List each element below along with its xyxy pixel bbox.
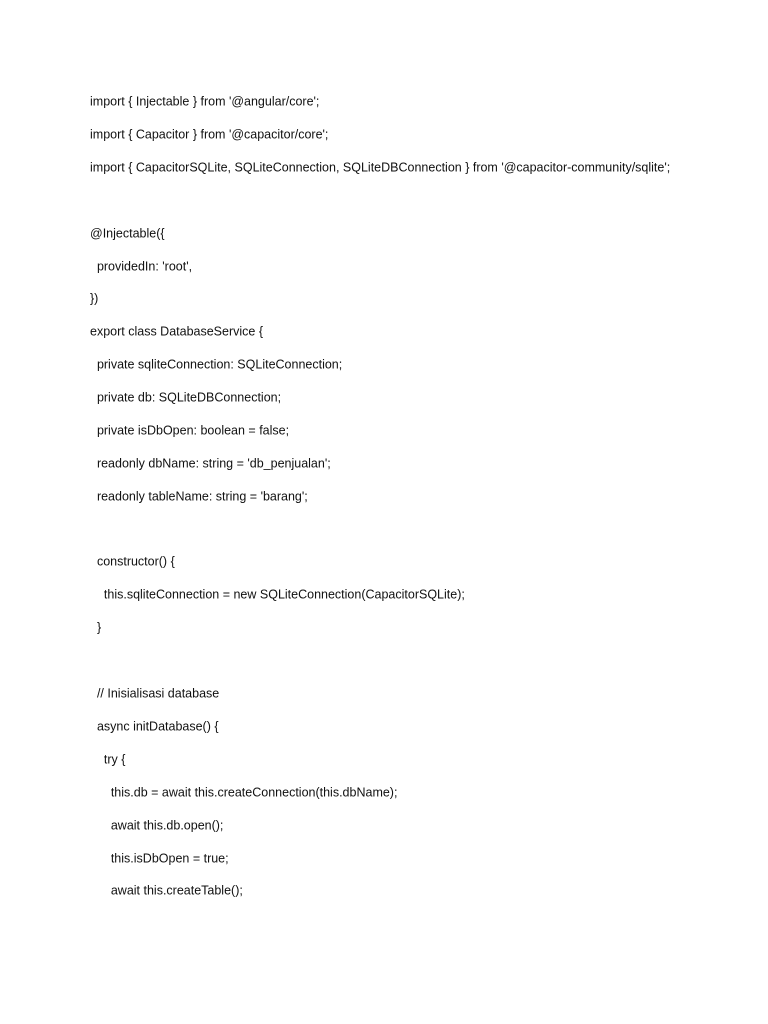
code-line: await this.db.open(); [90,818,224,833]
code-line: this.isDbOpen = true; [90,851,229,866]
code-line: readonly dbName: string = 'db_penjualan'; [90,456,331,471]
code-line: import { Injectable } from '@angular/core'; [90,94,320,109]
code-line: export class DatabaseService { [90,324,264,339]
code-line: await this.createTable(); [90,883,243,898]
code-line: async initDatabase() { [90,719,219,734]
code-line: import { Capacitor } from '@capacitor/core'; [90,127,329,142]
code-line: providedIn: 'root', [90,259,193,274]
code-line: this.db = await this.createConnection(this.dbName); [90,785,398,800]
code-line: constructor() { [90,554,175,569]
code-line: } [90,620,102,635]
code-comment: // Inisialisasi database [90,686,220,701]
code-line: @Injectable({ [90,226,165,241]
code-line: private db: SQLiteDBConnection; [90,390,282,405]
code-line: try { [90,752,126,767]
code-line: private sqliteConnection: SQLiteConnection; [90,357,343,372]
code-line: readonly tableName: string = 'barang'; [90,489,308,504]
code-line: import { CapacitorSQLite, SQLiteConnection, SQLiteDBConnection } from '@capacitor-community/sqlite'; [90,160,671,175]
code-line: }) [90,291,99,306]
code-line: private isDbOpen: boolean = false; [90,423,290,438]
code-line: this.sqliteConnection = new SQLiteConnection(CapacitorSQLite); [90,587,465,602]
